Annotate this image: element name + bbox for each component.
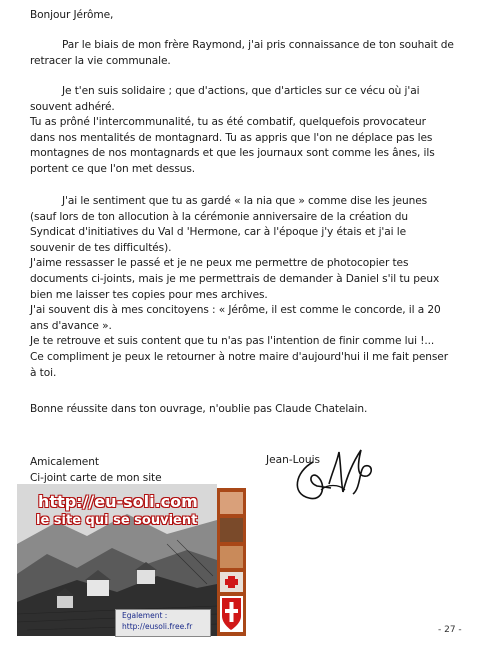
handwritten-signature [283,432,383,512]
photo-collage [217,488,246,636]
text-line: retracer la vie communale. [30,54,171,67]
text-line: Bonne réussite dans ton ouvrage, n'oublie pas Claude Chatelain. [30,403,368,415]
text-line: Je te retrouve et suis content que tu n'as pas l'intention de finir comme lui !... [30,335,435,348]
text-line: portent ce que l'on met dessus. [30,162,196,175]
text-line: souvent adhéré. [30,100,115,113]
text-line: Syndicat d'initiatives du Val d 'Hermone, car à l'époque j'y étais et j'ai le [30,226,407,239]
card-url-small: http://eusoli.free.fr [122,622,193,631]
text-line: à toi. [30,366,57,379]
paragraph-2 [30,84,470,178]
text-line: J'aime ressasser le passé et je ne peux me permettre de photocopier tes [30,257,409,270]
page-number: - 27 - [438,625,462,635]
text-line: Ce compliment je peux le retourner à notre maire d'aujourd'hui il me fait penser [30,350,448,363]
greeting-line: Bonjour Jérôme, [30,9,114,21]
greeting [30,8,470,24]
sign-off-block [30,455,470,486]
signatory-name: Jean-Louis [266,454,321,466]
text-line: dans nos mentalités de montagnard. Tu as appris que l'on ne déplace pas les [30,131,433,144]
text-line: (sauf lors de ton allocution à la cérémonie anniversaire de la création du [30,210,409,223]
attachment-note: Ci-joint carte de mon site [30,471,162,484]
card-url-headline: http://eu-soli.com [38,492,198,511]
text-line: documents ci-joints, mais je me permettrais de demander à Daniel s'il tu peux [30,272,440,285]
text-line: J'ai souvent dis à mes concitoyens : « Jérôme, il est comme le concorde, il a 20 [30,304,441,317]
text-line: bien me laisser tes copies pour mes archives. [30,288,268,301]
text-line: Tu as prôné l'intercommunalité, tu as été combatif, quelquefois provocateur [30,116,426,129]
closing-wish [30,402,470,418]
card-photo-strip [217,488,246,636]
text-line: Je t'en suis solidaire ; que d'actions, que d'articles sur ce vécu où j'ai [62,85,420,97]
card-also-box [115,609,211,637]
paragraph-3 [30,194,470,381]
text-line: Par le biais de mon frère Raymond, j'ai pris connaissance de ton souhait de [62,39,454,51]
text-line: ans d'avance ». [30,319,112,332]
text-line: souvenir de tes difficultés). [30,241,172,254]
text-line: montagnes de nos montagnards et que les journaux sont comme les ânes, ils [30,147,435,160]
paragraph-1 [30,38,470,69]
sign-off: Amicalement [30,456,99,468]
card-also-label: Egalement : [122,611,168,620]
text-line: J'ai le sentiment que tu as gardé « la nia que » comme dise les jeunes [62,195,428,207]
card-tagline: le site qui se souvient [36,513,198,528]
